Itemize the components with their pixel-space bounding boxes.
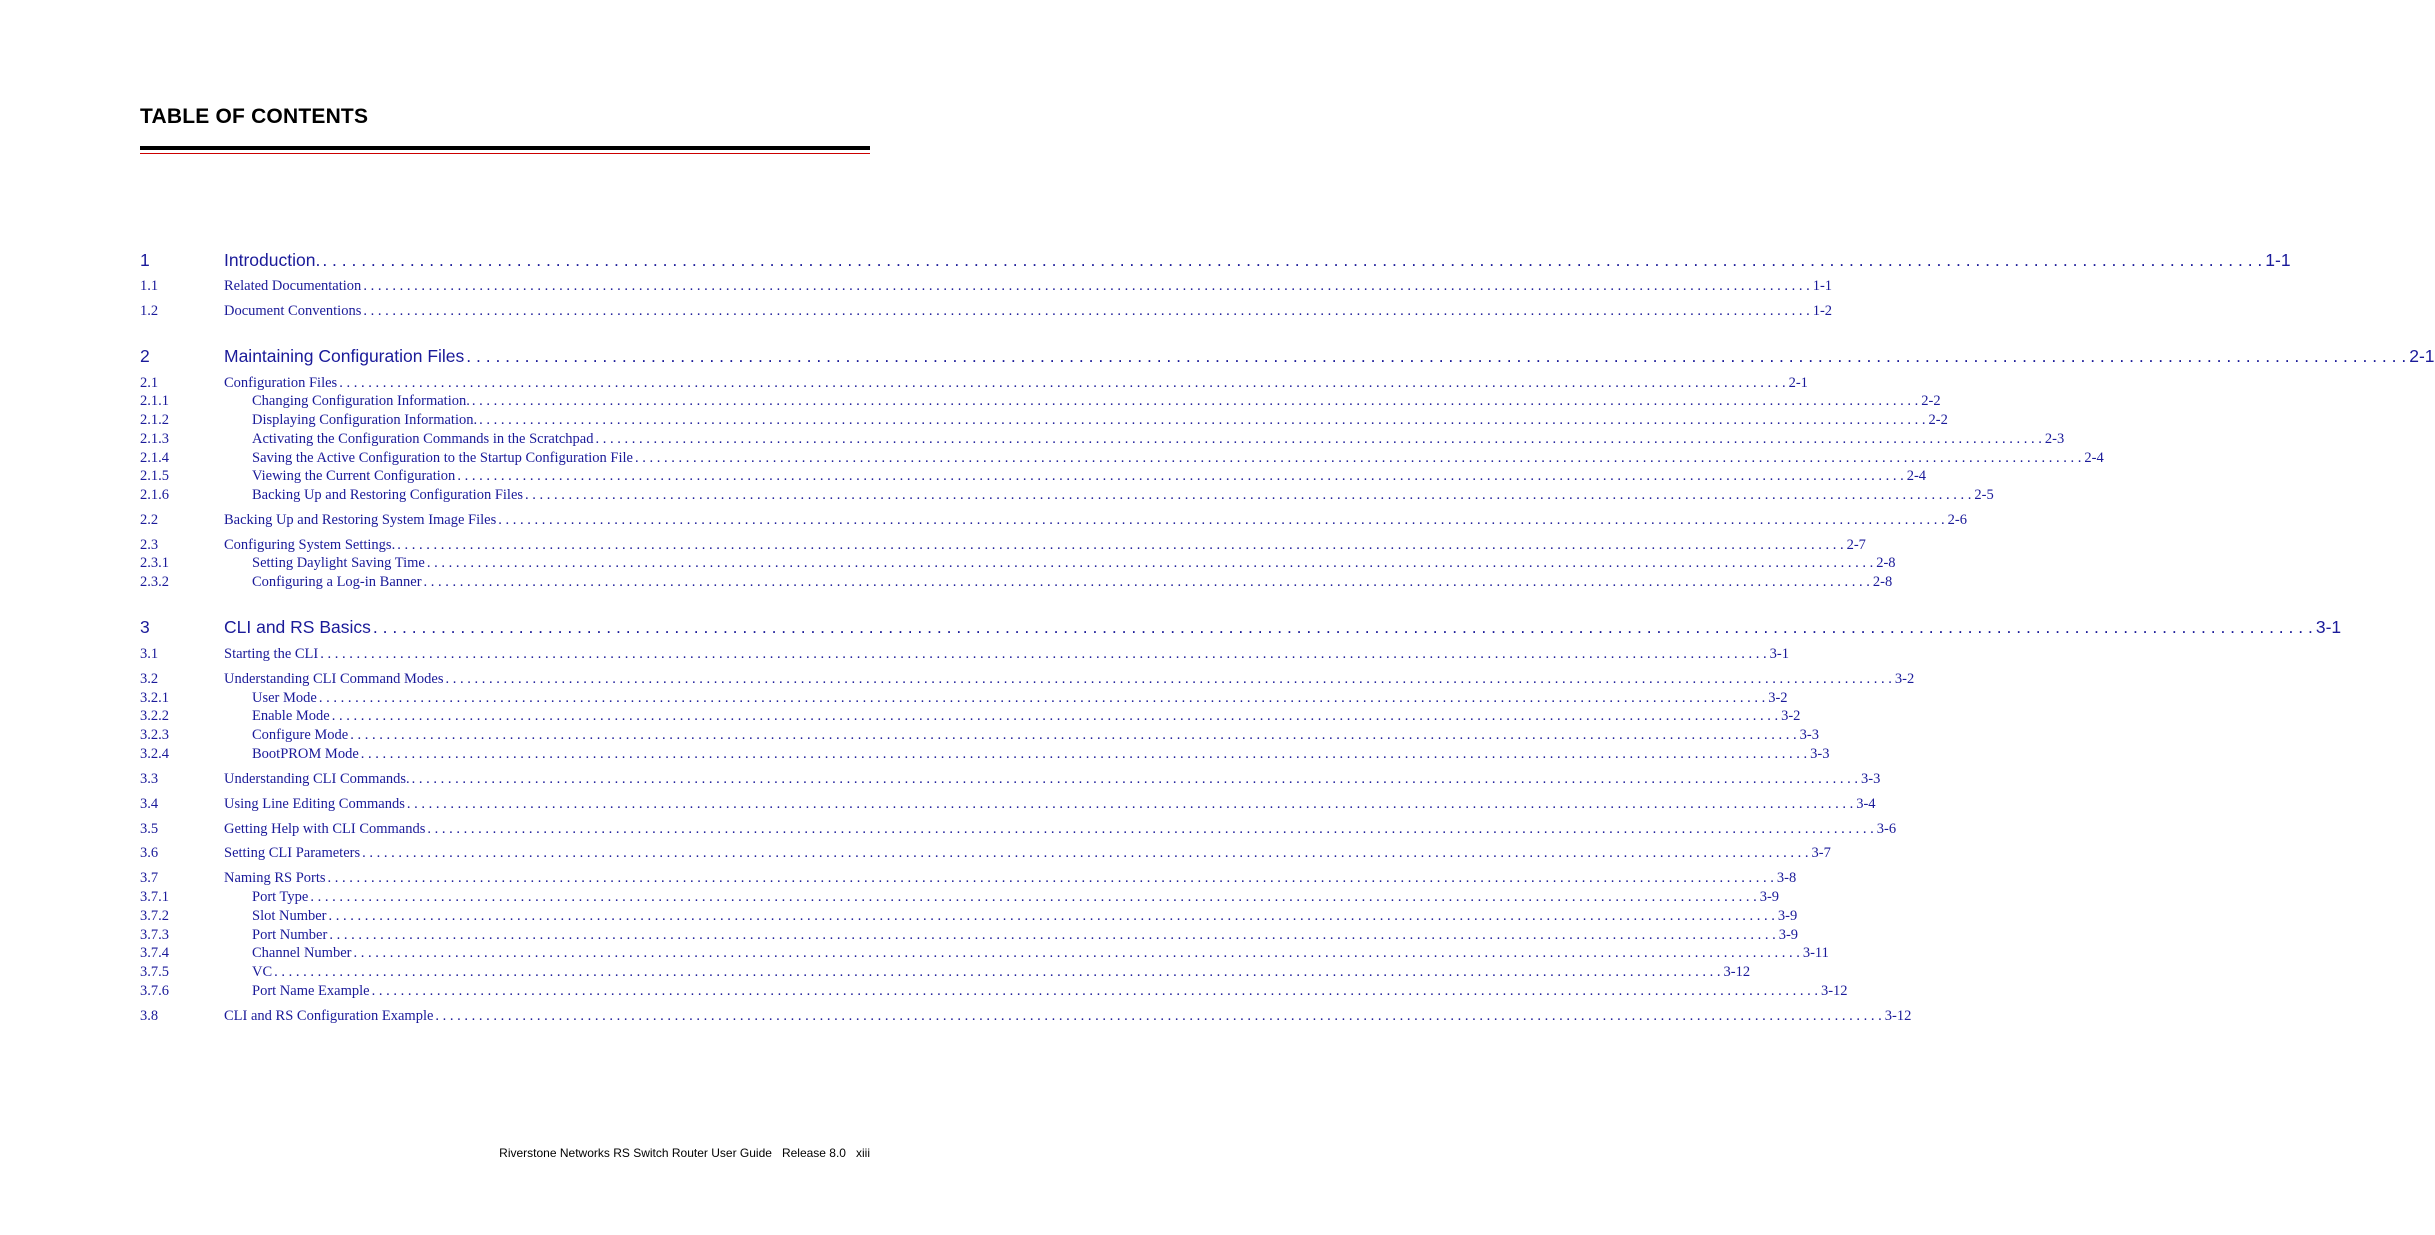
title-rule-thick [140,146,870,150]
page-title: TABLE OF CONTENTS [140,105,369,128]
toc-title: Backing Up and Restoring System Image Files [224,512,497,528]
toc-page-number: 2-4 [1904,468,1926,485]
footer-release: Release 8.0 [781,1146,846,1160]
toc-page-number: 3-9 [1775,908,1797,925]
toc-page-number: 3-3 [1807,746,1829,763]
toc-line [252,945,1829,962]
toc-line [224,375,1808,392]
toc-dot-leader: . . . . . . . . . . . . . . . . . . . . . . . . . . . . . . . . . . . . . . . . . . . . . . . . . . . . . . . . . . . . . . . . . . . . . . . . . . . . . . . . . . . . . . . . . . . . . . . . . . . . . . . . . . . . . . . . . . . . . . . . . . . . . . . . . . . . . . . . . . . . . . . . . . . . . . . . . . . . . . . . . . . . . . . . . . . . . . . . . . . . . . . . . . . . . . . . . . . . . . . . [423,574,1870,590]
toc-subsection[interactable] [140,908,1798,928]
toc-line [252,727,1819,744]
toc-page-number: 3-1 [2313,617,2341,638]
toc-number: 3.2.4 [140,746,169,762]
toc-title: Introduction. [224,250,321,270]
toc-section[interactable] [140,303,1833,323]
toc-dot-leader: . . . . . . . . . . . . . . . . . . . . . . . . . . . . . . . . . . . . . . . . . . . . . . . . . . . . . . . . . . . . . . . . . . . . . . . . . . . . . . . . . . . . . . . . . . . . . . . . . . . . . . . . . . . . . . . . . . . . . . . . . . . . . . . . . . . . . . . . . . . . . . . . . . . . . . . . . . . . . . . . . . . . . . . . . . . . . . . . . . . . . . . . . . . . . . . . . . . . . . . . [360,746,1808,762]
toc-page-number: 3-7 [1808,845,1830,862]
toc-title: Naming RS Ports [224,870,326,886]
toc-line [224,617,2342,638]
toc-line [252,746,1830,763]
toc-number: 3.7.6 [140,983,169,999]
toc-line [224,821,1897,838]
toc-section[interactable] [140,1008,1912,1028]
toc-title: Port Name Example [252,983,370,999]
toc-subsection[interactable] [140,964,1751,984]
toc-number: 3.1 [140,646,159,662]
toc-number: 2.1.4 [140,450,169,466]
toc-number: 3.6 [140,845,159,861]
toc-number: 3.2 [140,671,159,687]
toc-title: Changing Configuration Information. [252,393,470,409]
toc-title: VC [252,964,273,980]
toc-chapter[interactable] [140,346,2435,370]
toc-number: 2.1 [140,375,159,391]
toc-dot-leader: . . . . . . . . . . . . . . . . . . . . . . . . . . . . . . . . . . . . . . . . . . . . . . . . . . . . . . . . . . . . . . . . . . . . . . . . . . . . . . . . . . . . . . . . . . . . . . . . . . . . . . . . . . . . . . . . . . . . . . . . . . . . . . . . . . . . . . . . . . . . . . . . . . . . . . . . . . . . . . . . . . . . . . . . . . . . . . . . . . . . . . . . . . . . . . . . . . . . . . . . [331,708,1779,724]
toc-title: Configuring System Settings. [224,537,396,553]
toc-page-number: 3-4 [1853,796,1875,813]
toc-title: User Mode [252,690,317,706]
toc-number: 3 [140,617,150,637]
toc-dot-leader: . . . . . . . . . . . . . . . . . . . . . . . . . . . . . . . . . . . . . . . . . . . . . . . . . . . . . . . . . . . . . . . . . . . . . . . . . . . . . . . . . . . . . . . . . . . . . . . . . . . . . . . . . . . . . . . . . . . . . . . . . . . . . . . . . . . . . . . . . . . . . . . . . . . . . . . . . . . . . . . . . . . . . . . . . . . . . . . . . . . . . . . . . . . . . . . . . . . . . . . . [466,346,2407,366]
toc-subsection[interactable] [140,927,1799,947]
toc-line [224,278,1833,295]
toc-page-number: 3-2 [1892,671,1914,688]
toc-title: Setting CLI Parameters [224,845,361,861]
toc-dot-leader: . . . . . . . . . . . . . . . . . . . . . . . . . . . . . . . . . . . . . . . . . . . . . . . . . . . . . . . . . . . . . . . . . . . . . . . . . . . . . . . . . . . . . . . . . . . . . . . . . . . . . . . . . . . . . . . . . . . . . . . . . . . . . . . . . . . . . . . . . . . . . . . . . . . . . . . . . . . . . . . . . . . . . . . . . . . . . . . . . . . . . . . . . . . . . . . . . . . . . . . . [427,821,1874,837]
toc-number: 1 [140,250,150,270]
toc-dot-leader: . . . . . . . . . . . . . . . . . . . . . . . . . . . . . . . . . . . . . . . . . . . . . . . . . . . . . . . . . . . . . . . . . . . . . . . . . . . . . . . . . . . . . . . . . . . . . . . . . . . . . . . . . . . . . . . . . . . . . . . . . . . . . . . . . . . . . . . . . . . . . . . . . . . . . . . . . . . . . . . . . . . . . . . . . . . . . . . . . . . . . . . . . . . . . . . . . . . . . . . . [318,690,1766,706]
toc-number: 2.1.1 [140,393,169,409]
toc-title: Starting the CLI [224,646,319,662]
toc-section[interactable] [140,771,1881,791]
toc-page-number: 3-6 [1874,821,1896,838]
toc-section[interactable] [140,845,1831,865]
toc-subsection[interactable] [140,983,1848,1003]
toc-page-number: 2-1 [1786,375,1808,392]
toc-page-number: 3-9 [1776,927,1798,944]
toc-title: Port Number [252,927,328,943]
page-footer [499,1146,870,1160]
toc-number: 2.1.6 [140,487,169,503]
toc-title: BootPROM Mode [252,746,359,762]
toc-title: Port Type [252,889,309,905]
toc-dot-leader: . . . . . . . . . . . . . . . . . . . . . . . . . . . . . . . . . . . . . . . . . . . . . . . . . . . . . . . . . . . . . . . . . . . . . . . . . . . . . . . . . . . . . . . . . . . . . . . . . . . . . . . . . . . . . . . . . . . . . . . . . . . . . . . . . . . . . . . . . . . . . . . . . . . . . . . . . . . . . . . . . . . . . . . . . . . . . . . . . . . . . . . . . . . . . . . . . . . . . . . . [362,845,1809,861]
footer-page-number: xiii [856,1146,870,1160]
toc-subsection[interactable] [140,746,1830,766]
toc-number: 2.2 [140,512,159,528]
toc-page-number: 2-1 [2406,346,2434,367]
toc-title: Slot Number [252,908,327,924]
toc-number: 3.3 [140,771,159,787]
toc-chapter[interactable] [140,250,2291,274]
toc-line [252,889,1780,906]
toc-number: 3.7.1 [140,889,169,905]
toc-number: 3.7.2 [140,908,169,924]
toc-line [224,512,1967,529]
toc-title: Document Conventions [224,303,362,319]
toc-subsection[interactable] [140,889,1780,909]
toc-line [224,796,1876,813]
toc-page-number: 3-9 [1757,889,1779,906]
toc-subsection[interactable] [140,574,1893,594]
toc-dot-leader: . . . . . . . . . . . . . . . . . . . . . . . . . . . . . . . . . . . . . . . . . . . . . . . . . . . . . . . . . . . . . . . . . . . . . . . . . . . . . . . . . . . . . . . . . . . . . . . . . . . . . . . . . . . . . . . . . . . . . . . . . . . . . . . . . . . . . . . . . . . . . . . . . . . . . . . . . . . . . . . . . . . . . . . . . . . . . . . . . . . . . . . . . . . . . . . . . . . . . . . . [371,983,1818,999]
toc-page-number: 3-3 [1858,771,1880,788]
toc-dot-leader: . . . . . . . . . . . . . . . . . . . . . . . . . . . . . . . . . . . . . . . . . . . . . . . . . . . . . . . . . . . . . . . . . . . . . . . . . . . . . . . . . . . . . . . . . . . . . . . . . . . . . . . . . . . . . . . . . . . . . . . . . . . . . . . . . . . . . . . . . . . . . . . . . . . . . . . . . . . . . . . . . . . . . . . . . . . . . . . . . . . . . . . . . . . . . . . . . . . . . . . . [350,727,1797,743]
toc-title: Maintaining Configuration Files [224,346,465,366]
toc-number: 3.8 [140,1008,159,1024]
toc-number: 2.1.5 [140,468,169,484]
toc-dot-leader: . . . . . . . . . . . . . . . . . . . . . . . . . . . . . . . . . . . . . . . . . . . . . . . . . . . . . . . . . . . . . . . . . . . . . . . . . . . . . . . . . . . . . . . . . . . . . . . . . . . . . . . . . . . . . . . . . . . . . . . . . . . . . . . . . . . . . . . . . . . . . . . . . . . . . . . . . . . . . . . . . . . . . . . . . . . . . . . . . . . . . . . . . . . . . . . . . . . . . . . . [525,487,1972,503]
toc-line [252,983,1848,1000]
toc-subsection[interactable] [140,690,1788,710]
toc-page-number: 1-1 [1810,278,1832,295]
toc-number: 3.2.3 [140,727,169,743]
toc-line [252,690,1788,707]
toc-number: 3.7.5 [140,964,169,980]
toc-subsection[interactable] [140,555,1896,575]
toc-subsection[interactable] [140,393,1941,413]
toc-dot-leader: . . . . . . . . . . . . . . . . . . . . . . . . . . . . . . . . . . . . . . . . . . . . . . . . . . . . . . . . . . . . . . . . . . . . . . . . . . . . . . . . . . . . . . . . . . . . . . . . . . . . . . . . . . . . . . . . . . . . . . . . . . . . . . . . . . . . . . . . . . . . . . . . . . . . . . . . . . . . . . . . . . . . . . . . . . . . . . . . . . . . . . . . . . . . . . . . . . . . . . . . [329,927,1776,943]
toc-title: Understanding CLI Command Modes [224,671,444,687]
toc-title: Activating the Configuration Commands in the Scratchpad [252,431,594,447]
toc-title: Related Documentation [224,278,362,294]
toc-dot-leader: . . . . . . . . . . . . . . . . . . . . . . . . . . . . . . . . . . . . . . . . . . . . . . . . . . . . . . . . . . . . . . . . . . . . . . . . . . . . . . . . . . . . . . . . . . . . . . . . . . . . . . . . . . . . . . . . . . . . . . . . . . . . . . . . . . . . . . . . . . . . . . . . . . . . . . . . . . . . . . . . . . . . . . . . . . . . . . . . . . . . . . . . . . . . . . . . . . . . . . . . [445,671,1892,687]
toc-dot-leader: . . . . . . . . . . . . . . . . . . . . . . . . . . . . . . . . . . . . . . . . . . . . . . . . . . . . . . . . . . . . . . . . . . . . . . . . . . . . . . . . . . . . . . . . . . . . . . . . . . . . . . . . . . . . . . . . . . . . . . . . . . . . . . . . . . . . . . . . . . . . . . . . . . . . . . . . . . . . . . . . . . . . . . . . . . . . . . . . . . . . . . . . . . . . . . . . . . . . . . . . [320,646,1767,662]
toc-line [252,574,1893,591]
toc-section[interactable] [140,375,1808,395]
toc-section[interactable] [140,278,1833,298]
toc-line [252,708,1801,725]
toc-dot-leader: . . . . . . . . . . . . . . . . . . . . . . . . . . . . . . . . . . . . . . . . . . . . . . . . . . . . . . . . . . . . . . . . . . . . . . . . . . . . . . . . . . . . . . . . . . . . . . . . . . . . . . . . . . . . . . . . . . . . . . . . . . . . . . . . . . . . . . . . . . . . . . . . . . . . . . . . . . . . . . . . . . . . . . . . . . . . . . . . . . . . . . . . . . . . . . . . . . . . . . . . [353,945,1800,961]
toc-number: 2.1.3 [140,431,169,447]
toc-number: 3.5 [140,821,159,837]
toc-number: 2.3.1 [140,555,169,571]
toc-dot-leader: . . . . . . . . . . . . . . . . . . . . . . . . . . . . . . . . . . . . . . . . . . . . . . . . . . . . . . . . . . . . . . . . . . . . . . . . . . . . . . . . . . . . . . . . . . . . . . . . . . . . . . . . . . . . . . . . . . . . . . . . . . . . . . . . . . . . . . . . . . . . . . . . . . . . . . . . . . . . . . . . . . . . . . . . . . . . . . . . . . . . . . . . . . . . . . . . . . . . . . . . [426,555,1874,571]
toc-page-number: 3-2 [1778,708,1800,725]
toc-line [252,964,1751,981]
toc-subsection[interactable] [140,727,1819,747]
toc-page-number: 2-8 [1870,574,1892,591]
toc-page-number: 1-2 [1810,303,1832,320]
toc-subsection[interactable] [140,431,2065,451]
toc-subsection[interactable] [140,468,1927,488]
toc-title: Enable Mode [252,708,330,724]
toc-dot-leader: . . . . . . . . . . . . . . . . . . . . . . . . . . . . . . . . . . . . . . . . . . . . . . . . . . . . . . . . . . . . . . . . . . . . . . . . . . . . . . . . . . . . . . . . . . . . . . . . . . . . . . . . . . . . . . . . . . . . . . . . . . . . . . . . . . . . . . . . . . . . . . . . . . . . . . . . . . . . . . . . . . . . . . . . . . . . . . . . . . . . . . . . . . . . . . . . . . . . . . . . [339,375,1786,391]
toc-page-number: 3-12 [1721,964,1751,981]
toc-dot-leader: . . . . . . . . . . . . . . . . . . . . . . . . . . . . . . . . . . . . . . . . . . . . . . . . . . . . . . . . . . . . . . . . . . . . . . . . . . . . . . . . . . . . . . . . . . . . . . . . . . . . . . . . . . . . . . . . . . . . . . . . . . . . . . . . . . . . . . . . . . . . . . . . . . . . . . . . . . . . . . . . . . . . . . . . . . . . . . . . . . . . . . . . . . . . . . . . . . . . . . . . [471,393,1919,409]
toc-page-number: 3-3 [1797,727,1819,744]
toc-line [252,927,1799,944]
toc-line [252,450,2104,467]
toc-title: CLI and RS Configuration Example [224,1008,434,1024]
toc-number: 3.2.1 [140,690,169,706]
toc-dot-leader: . . . . . . . . . . . . . . . . . . . . . . . . . . . . . . . . . . . . . . . . . . . . . . . . . . . . . . . . . . . . . . . . . . . . . . . . . . . . . . . . . . . . . . . . . . . . . . . . . . . . . . . . . . . . . . . . . . . . . . . . . . . . . . . . . . . . . . . . . . . . . . . . . . . . . . . . . . . . . . . . . . . . . . . . . . . . . . . . . . . . . . . . . . . . . . . . . . . . . . . . [328,908,1775,924]
toc-line [224,346,2435,367]
toc-subsection[interactable] [140,945,1829,965]
toc-number: 1.2 [140,303,159,319]
toc-page-number: 3-12 [1818,983,1848,1000]
toc-dot-leader: . . . . . . . . . . . . . . . . . . . . . . . . . . . . . . . . . . . . . . . . . . . . . . . . . . . . . . . . . . . . . . . . . . . . . . . . . . . . . . . . . . . . . . . . . . . . . . . . . . . . . . . . . . . . . . . . . . . . . . . . . . . . . . . . . . . . . . . . . . . . . . . . . . . . . . . . . . . . . . . . . . . . . . . . . . . . . . . . . . . . . . . . . . . . . . . . . . . . . . . . [397,537,1844,553]
toc-line [252,431,2065,448]
toc-page-number: 2-5 [1971,487,1993,504]
toc-title: Configuration Files [224,375,338,391]
toc-line [224,845,1831,862]
toc-page-number: 2-7 [1844,537,1866,554]
toc-dot-leader: . . . . . . . . . . . . . . . . . . . . . . . . . . . . . . . . . . . . . . . . . . . . . . . . . . . . . . . . . . . . . . . . . . . . . . . . . . . . . . . . . . . . . . . . . . . . . . . . . . . . . . . . . . . . . . . . . . . . . . . . . . . . . . . . . . . . . . . . . . . . . . . . . . . . . . . . . . . . . . . . . . . . . . . . . . . . . . . . . . . . . . . . . . . . . . . . . . . . . . . . [595,431,2042,447]
toc-title: Using Line Editing Commands [224,796,405,812]
toc-page-number: 3-2 [1765,690,1787,707]
toc-dot-leader: . . . . . . . . . . . . . . . . . . . . . . . . . . . . . . . . . . . . . . . . . . . . . . . . . . . . . . . . . . . . . . . . . . . . . . . . . . . . . . . . . . . . . . . . . . . . . . . . . . . . . . . . . . . . . . . . . . . . . . . . . . . . . . . . . . . . . . . . . . . . . . . . . . . . . . . . . . . . . . . . . . . . . . . . . . . . . . . . . . . . . . . . . . . . . . . . . . . . . . . . [457,468,1904,484]
toc-number: 1.1 [140,278,159,294]
toc-section[interactable] [140,671,1915,691]
toc-number: 3.7 [140,870,159,886]
toc-section[interactable] [140,646,1789,666]
footer-guide-title: Riverstone Networks RS Switch Router User Guide [499,1146,772,1160]
toc-line [252,555,1896,572]
toc-page-number: 2-8 [1873,555,1895,572]
toc-dot-leader: . . . . . . . . . . . . . . . . . . . . . . . . . . . . . . . . . . . . . . . . . . . . . . . . . . . . . . . . . . . . . . . . . . . . . . . . . . . . . . . . . . . . . . . . . . . . . . . . . . . . . . . . . . . . . . . . . . . . . . . . . . . . . . . . . . . . . . . . . . . . . . . . . . . . . . . . . . . . . . . . . . . . . . . . . . . . . . . . . . . . . . . . . . . . . . . . . . . . . . . . [274,964,1721,980]
toc-page-number: 2-4 [2081,450,2103,467]
toc-section[interactable] [140,821,1897,841]
toc-dot-leader: . . . . . . . . . . . . . . . . . . . . . . . . . . . . . . . . . . . . . . . . . . . . . . . . . . . . . . . . . . . . . . . . . . . . . . . . . . . . . . . . . . . . . . . . . . . . . . . . . . . . . . . . . . . . . . . . . . . . . . . . . . . . . . . . . . . . . . . . . . . . . . . . . . . . . . . . . . . . . . . . . . . . . . . . . . . . . . . . . . . . . . . . . . . . . . . . . . . . . . . . [634,450,2082,466]
toc-dot-leader: . . . . . . . . . . . . . . . . . . . . . . . . . . . . . . . . . . . . . . . . . . . . . . . . . . . . . . . . . . . . . . . . . . . . . . . . . . . . . . . . . . . . . . . . . . . . . . . . . . . . . . . . . . . . . . . . . . . . . . . . . . . . . . . . . . . . . . . . . . . . . . . . . . . . . . . . . . . . . . . . . . . . . . . . . . . . . . . . . . . . . . . . . . . . . . . . . . . . . . . . [479,412,1926,428]
toc-dot-leader: . . . . . . . . . . . . . . . . . . . . . . . . . . . . . . . . . . . . . . . . . . . . . . . . . . . . . . . . . . . . . . . . . . . . . . . . . . . . . . . . . . . . . . . . . . . . . . . . . . . . . . . . . . . . . . . . . . . . . . . . . . . . . . . . . . . . . . . . . . . . . . . . . . . . . . . . . . . . . . . . . . . . . . . . . . . . . . . . . . . . . . . . . . . . . . . . . . . . . . . . [406,796,1854,812]
toc-page-number: 3-11 [1800,945,1829,962]
toc-line [224,671,1915,688]
toc-section[interactable] [140,796,1876,816]
toc-page-number: 2-2 [1918,393,1940,410]
toc-title: Viewing the Current Configuration [252,468,456,484]
toc-title: Configuring a Log-in Banner [252,574,422,590]
toc-title: Configure Mode [252,727,349,743]
toc-number: 2 [140,346,150,366]
toc-section[interactable] [140,537,1866,557]
toc-dot-leader: . . . . . . . . . . . . . . . . . . . . . . . . . . . . . . . . . . . . . . . . . . . . . . . . . . . . . . . . . . . . . . . . . . . . . . . . . . . . . . . . . . . . . . . . . . . . . . . . . . . . . . . . . . . . . . . . . . . . . . . . . . . . . . . . . . . . . . . . . . . . . . . . . . . . . . . . . . . . . . . . . . . . . . . . . . . . . . . . . . . . . . . . . . . . . . . . . . . . . . . . [498,512,1945,528]
toc-title: Understanding CLI Commands. [224,771,410,787]
toc-dot-leader: . . . . . . . . . . . . . . . . . . . . . . . . . . . . . . . . . . . . . . . . . . . . . . . . . . . . . . . . . . . . . . . . . . . . . . . . . . . . . . . . . . . . . . . . . . . . . . . . . . . . . . . . . . . . . . . . . . . . . . . . . . . . . . . . . . . . . . . . . . . . . . . . . . . . . . . . . . . . . . . . . . . . . . . . . . . . . . . . . . . . . . . . . . . . . . . . . . . . . . . . [327,870,1774,886]
toc-line [224,646,1789,663]
toc-number: 2.3 [140,537,159,553]
toc-line [252,487,1994,504]
toc-title: Backing Up and Restoring Configuration Files [252,487,524,503]
toc-page-number: 2-2 [1926,412,1948,429]
toc-line [252,393,1941,410]
toc-dot-leader: . . . . . . . . . . . . . . . . . . . . . . . . . . . . . . . . . . . . . . . . . . . . . . . . . . . . . . . . . . . . . . . . . . . . . . . . . . . . . . . . . . . . . . . . . . . . . . . . . . . . . . . . . . . . . . . . . . . . . . . . . . . . . . . . . . . . . . . . . . . . . . . . . . . . . . . . . . . . . . . . . . . . . . . . . . . . . . . . . . . . . . . . . . . . . . . . . . . . . . . . [363,303,1810,319]
toc-subsection[interactable] [140,412,1948,432]
toc-section[interactable] [140,512,1967,532]
toc-page-number: 2-3 [2042,431,2064,448]
toc-line [224,870,1797,887]
toc-line [224,303,1833,320]
toc-title: Channel Number [252,945,352,961]
toc-dot-leader: . . . . . . . . . . . . . . . . . . . . . . . . . . . . . . . . . . . . . . . . . . . . . . . . . . . . . . . . . . . . . . . . . . . . . . . . . . . . . . . . . . . . . . . . . . . . . . . . . . . . . . . . . . . . . . . . . . . . . . . . . . . . . . . . . . . . . . . . . . . . . . . . . . . . . . . . . . . . . . . . . . . . . . . . . . . . . . . . . . . . . . . . . . . . . . . . . . . . . . . . [372,617,2313,637]
toc-number: 3.7.3 [140,927,169,943]
toc-page-number: 3-12 [1882,1008,1912,1025]
toc-chapter[interactable] [140,617,2342,641]
toc-number: 2.1.2 [140,412,169,428]
toc-number: 2.3.2 [140,574,169,590]
toc-page-number: 2-6 [1945,512,1967,529]
toc-dot-leader: . . . . . . . . . . . . . . . . . . . . . . . . . . . . . . . . . . . . . . . . . . . . . . . . . . . . . . . . . . . . . . . . . . . . . . . . . . . . . . . . . . . . . . . . . . . . . . . . . . . . . . . . . . . . . . . . . . . . . . . . . . . . . . . . . . . . . . . . . . . . . . . . . . . . . . . . . . . . . . . . . . . . . . . . . . . . . . . . . . . . . . . . . . . . . . . . . . . . . . . . [411,771,1859,787]
toc-subsection[interactable] [140,708,1801,728]
toc-line [252,908,1798,925]
toc-dot-leader: . . . . . . . . . . . . . . . . . . . . . . . . . . . . . . . . . . . . . . . . . . . . . . . . . . . . . . . . . . . . . . . . . . . . . . . . . . . . . . . . . . . . . . . . . . . . . . . . . . . . . . . . . . . . . . . . . . . . . . . . . . . . . . . . . . . . . . . . . . . . . . . . . . . . . . . . . . . . . . . . . . . . . . . . . . . . . . . . . . . . . . . . . . . . . . . . . . . . . . . . [435,1008,1882,1024]
toc-dot-leader: . . . . . . . . . . . . . . . . . . . . . . . . . . . . . . . . . . . . . . . . . . . . . . . . . . . . . . . . . . . . . . . . . . . . . . . . . . . . . . . . . . . . . . . . . . . . . . . . . . . . . . . . . . . . . . . . . . . . . . . . . . . . . . . . . . . . . . . . . . . . . . . . . . . . . . . . . . . . . . . . . . . . . . . . . . . . . . . . . . . . . . . . . . . . . . . . . . . . . . . . [322,250,2263,270]
toc-line [252,412,1948,429]
toc-title: Getting Help with CLI Commands [224,821,426,837]
toc-title: CLI and RS Basics [224,617,371,637]
toc-line [224,771,1881,788]
toc-page-number: 3-8 [1774,870,1796,887]
toc-line [224,537,1866,554]
toc-page-number: 1-1 [2262,250,2290,271]
title-rule-red [140,153,870,154]
toc-line [224,1008,1912,1025]
toc-title: Displaying Configuration Information. [252,412,478,428]
toc-page-number: 3-1 [1767,646,1789,663]
toc-number: 3.4 [140,796,159,812]
toc-subsection[interactable] [140,487,1994,507]
toc-title: Saving the Active Configuration to the Startup Configuration File [252,450,633,466]
toc-section[interactable] [140,870,1797,890]
toc-dot-leader: . . . . . . . . . . . . . . . . . . . . . . . . . . . . . . . . . . . . . . . . . . . . . . . . . . . . . . . . . . . . . . . . . . . . . . . . . . . . . . . . . . . . . . . . . . . . . . . . . . . . . . . . . . . . . . . . . . . . . . . . . . . . . . . . . . . . . . . . . . . . . . . . . . . . . . . . . . . . . . . . . . . . . . . . . . . . . . . . . . . . . . . . . . . . . . . . . . . . . . . . [363,278,1810,294]
toc-title: Setting Daylight Saving Time [252,555,425,571]
toc-subsection[interactable] [140,450,2104,470]
toc-line [252,468,1927,485]
toc-number: 3.7.4 [140,945,169,961]
toc-number: 3.2.2 [140,708,169,724]
toc-line [224,250,2291,271]
toc-dot-leader: . . . . . . . . . . . . . . . . . . . . . . . . . . . . . . . . . . . . . . . . . . . . . . . . . . . . . . . . . . . . . . . . . . . . . . . . . . . . . . . . . . . . . . . . . . . . . . . . . . . . . . . . . . . . . . . . . . . . . . . . . . . . . . . . . . . . . . . . . . . . . . . . . . . . . . . . . . . . . . . . . . . . . . . . . . . . . . . . . . . . . . . . . . . . . . . . . . . . . . . . [310,889,1757,905]
